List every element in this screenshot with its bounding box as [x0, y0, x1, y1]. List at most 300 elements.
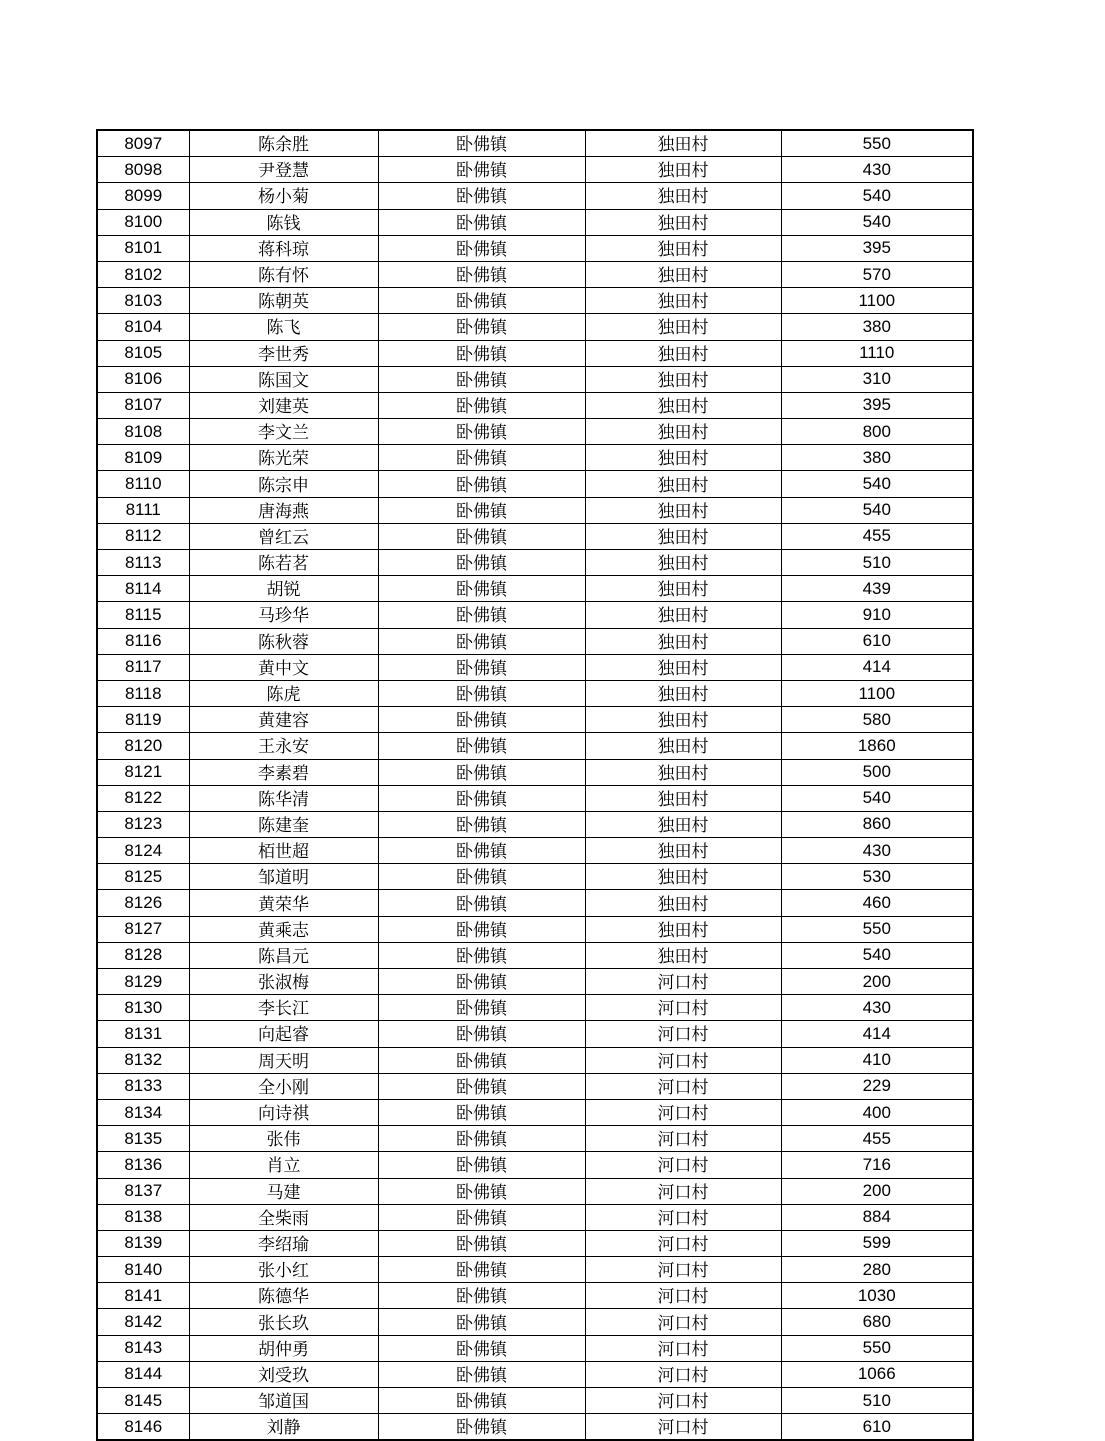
id-cell: 8119 [97, 707, 189, 733]
table-row [97, 1230, 973, 1256]
id-cell: 8145 [97, 1388, 189, 1414]
id-cell: 8142 [97, 1309, 189, 1335]
name-cell: 李长江 [189, 995, 378, 1021]
name-cell: 黄乘志 [189, 916, 378, 942]
id-cell: 8107 [97, 392, 189, 418]
amount-cell: 610 [781, 628, 973, 654]
amount-cell: 430 [781, 157, 973, 183]
village-cell: 独田村 [585, 392, 781, 418]
name-cell: 全柴雨 [189, 1204, 378, 1230]
village-cell: 河口村 [585, 1414, 781, 1441]
table-row [97, 995, 973, 1021]
name-cell: 马珍华 [189, 602, 378, 628]
town-cell: 卧佛镇 [378, 1204, 585, 1230]
village-cell: 独田村 [585, 628, 781, 654]
town-cell: 卧佛镇 [378, 157, 585, 183]
name-cell: 张长玖 [189, 1309, 378, 1335]
id-cell: 8115 [97, 602, 189, 628]
id-cell: 8114 [97, 576, 189, 602]
village-cell: 独田村 [585, 445, 781, 471]
table-row [97, 628, 973, 654]
name-cell: 陈昌元 [189, 942, 378, 968]
table-row [97, 1414, 973, 1441]
name-cell: 陈宗申 [189, 471, 378, 497]
amount-cell: 200 [781, 969, 973, 995]
amount-cell: 540 [781, 471, 973, 497]
town-cell: 卧佛镇 [378, 550, 585, 576]
table-row [97, 1335, 973, 1361]
name-cell: 陈若茗 [189, 550, 378, 576]
amount-cell: 455 [781, 523, 973, 549]
town-cell: 卧佛镇 [378, 314, 585, 340]
village-cell: 独田村 [585, 471, 781, 497]
id-cell: 8111 [97, 497, 189, 523]
town-cell: 卧佛镇 [378, 130, 585, 157]
name-cell: 李素碧 [189, 759, 378, 785]
id-cell: 8121 [97, 759, 189, 785]
town-cell: 卧佛镇 [378, 680, 585, 706]
id-cell: 8098 [97, 157, 189, 183]
table-row [97, 392, 973, 418]
village-cell: 独田村 [585, 523, 781, 549]
table-row [97, 183, 973, 209]
village-cell: 独田村 [585, 366, 781, 392]
town-cell: 卧佛镇 [378, 654, 585, 680]
id-cell: 8144 [97, 1361, 189, 1387]
name-cell: 曾红云 [189, 523, 378, 549]
id-cell: 8100 [97, 209, 189, 235]
name-cell: 陈虎 [189, 680, 378, 706]
id-cell: 8102 [97, 261, 189, 287]
amount-cell: 1860 [781, 733, 973, 759]
table-row [97, 759, 973, 785]
amount-cell: 540 [781, 942, 973, 968]
name-cell: 邹道明 [189, 864, 378, 890]
village-cell: 独田村 [585, 314, 781, 340]
id-cell: 8120 [97, 733, 189, 759]
amount-cell: 550 [781, 1335, 973, 1361]
name-cell: 张淑梅 [189, 969, 378, 995]
table-row [97, 157, 973, 183]
id-cell: 8141 [97, 1283, 189, 1309]
town-cell: 卧佛镇 [378, 1230, 585, 1256]
name-cell: 刘受玖 [189, 1361, 378, 1387]
name-cell: 陈余胜 [189, 130, 378, 157]
table-row [97, 733, 973, 759]
id-cell: 8143 [97, 1335, 189, 1361]
town-cell: 卧佛镇 [378, 1073, 585, 1099]
name-cell: 杨小菊 [189, 183, 378, 209]
amount-cell: 380 [781, 445, 973, 471]
town-cell: 卧佛镇 [378, 733, 585, 759]
town-cell: 卧佛镇 [378, 576, 585, 602]
village-cell: 独田村 [585, 733, 781, 759]
village-cell: 河口村 [585, 1204, 781, 1230]
table-row [97, 471, 973, 497]
village-cell: 独田村 [585, 183, 781, 209]
name-cell: 陈光荣 [189, 445, 378, 471]
amount-cell: 430 [781, 995, 973, 1021]
name-cell: 黄荣华 [189, 890, 378, 916]
village-cell: 独田村 [585, 890, 781, 916]
amount-cell: 540 [781, 497, 973, 523]
id-cell: 8117 [97, 654, 189, 680]
town-cell: 卧佛镇 [378, 523, 585, 549]
name-cell: 胡锐 [189, 576, 378, 602]
table-row [97, 497, 973, 523]
town-cell: 卧佛镇 [378, 366, 585, 392]
amount-cell: 1066 [781, 1361, 973, 1387]
town-cell: 卧佛镇 [378, 785, 585, 811]
town-cell: 卧佛镇 [378, 1126, 585, 1152]
village-cell: 独田村 [585, 497, 781, 523]
town-cell: 卧佛镇 [378, 445, 585, 471]
village-cell: 河口村 [585, 1021, 781, 1047]
name-cell: 刘静 [189, 1414, 378, 1441]
table-row [97, 654, 973, 680]
town-cell: 卧佛镇 [378, 1152, 585, 1178]
table-row [97, 1257, 973, 1283]
town-cell: 卧佛镇 [378, 602, 585, 628]
name-cell: 陈有怀 [189, 261, 378, 287]
table-row [97, 1073, 973, 1099]
id-cell: 8126 [97, 890, 189, 916]
table-row [97, 680, 973, 706]
village-cell: 河口村 [585, 1309, 781, 1335]
name-cell: 黄中文 [189, 654, 378, 680]
name-cell: 李绍瑜 [189, 1230, 378, 1256]
village-cell: 独田村 [585, 785, 781, 811]
amount-cell: 540 [781, 183, 973, 209]
id-cell: 8129 [97, 969, 189, 995]
table-row [97, 602, 973, 628]
name-cell: 陈德华 [189, 1283, 378, 1309]
table-row [97, 340, 973, 366]
town-cell: 卧佛镇 [378, 969, 585, 995]
name-cell: 张小红 [189, 1257, 378, 1283]
table-row [97, 209, 973, 235]
table-row [97, 445, 973, 471]
village-cell: 独田村 [585, 130, 781, 157]
amount-cell: 229 [781, 1073, 973, 1099]
name-cell: 蒋科琼 [189, 235, 378, 261]
amount-cell: 860 [781, 811, 973, 837]
village-cell: 河口村 [585, 1126, 781, 1152]
town-cell: 卧佛镇 [378, 864, 585, 890]
town-cell: 卧佛镇 [378, 1178, 585, 1204]
village-cell: 独田村 [585, 288, 781, 314]
town-cell: 卧佛镇 [378, 183, 585, 209]
name-cell: 肖立 [189, 1152, 378, 1178]
table-row [97, 811, 973, 837]
village-cell: 河口村 [585, 1283, 781, 1309]
amount-cell: 540 [781, 785, 973, 811]
amount-cell: 1100 [781, 288, 973, 314]
table-row [97, 916, 973, 942]
table-row [97, 707, 973, 733]
town-cell: 卧佛镇 [378, 1257, 585, 1283]
amount-cell: 380 [781, 314, 973, 340]
name-cell: 陈钱 [189, 209, 378, 235]
town-cell: 卧佛镇 [378, 942, 585, 968]
village-cell: 河口村 [585, 1335, 781, 1361]
town-cell: 卧佛镇 [378, 235, 585, 261]
table-row [97, 314, 973, 340]
town-cell: 卧佛镇 [378, 261, 585, 287]
id-cell: 8101 [97, 235, 189, 261]
town-cell: 卧佛镇 [378, 1099, 585, 1125]
town-cell: 卧佛镇 [378, 1283, 585, 1309]
town-cell: 卧佛镇 [378, 1335, 585, 1361]
amount-cell: 550 [781, 916, 973, 942]
village-cell: 独田村 [585, 680, 781, 706]
amount-cell: 400 [781, 1099, 973, 1125]
town-cell: 卧佛镇 [378, 759, 585, 785]
amount-cell: 540 [781, 209, 973, 235]
name-cell: 刘建英 [189, 392, 378, 418]
name-cell: 栢世超 [189, 838, 378, 864]
table-row [97, 864, 973, 890]
table-row [97, 1388, 973, 1414]
amount-cell: 430 [781, 838, 973, 864]
name-cell: 黄建容 [189, 707, 378, 733]
name-cell: 唐海燕 [189, 497, 378, 523]
table-row [97, 288, 973, 314]
name-cell: 王永安 [189, 733, 378, 759]
table-row [97, 1021, 973, 1047]
name-cell: 陈华清 [189, 785, 378, 811]
name-cell: 尹登慧 [189, 157, 378, 183]
town-cell: 卧佛镇 [378, 209, 585, 235]
id-cell: 8123 [97, 811, 189, 837]
town-cell: 卧佛镇 [378, 1021, 585, 1047]
id-cell: 8134 [97, 1099, 189, 1125]
name-cell: 陈秋蓉 [189, 628, 378, 654]
name-cell: 向起睿 [189, 1021, 378, 1047]
id-cell: 8131 [97, 1021, 189, 1047]
town-cell: 卧佛镇 [378, 1361, 585, 1387]
village-cell: 独田村 [585, 707, 781, 733]
town-cell: 卧佛镇 [378, 811, 585, 837]
village-cell: 独田村 [585, 602, 781, 628]
town-cell: 卧佛镇 [378, 288, 585, 314]
amount-cell: 550 [781, 130, 973, 157]
town-cell: 卧佛镇 [378, 1388, 585, 1414]
id-cell: 8140 [97, 1257, 189, 1283]
village-cell: 独田村 [585, 550, 781, 576]
id-cell: 8136 [97, 1152, 189, 1178]
table-row [97, 366, 973, 392]
amount-cell: 1030 [781, 1283, 973, 1309]
amount-cell: 310 [781, 366, 973, 392]
village-cell: 独田村 [585, 864, 781, 890]
name-cell: 李世秀 [189, 340, 378, 366]
amount-cell: 395 [781, 235, 973, 261]
name-cell: 张伟 [189, 1126, 378, 1152]
table-row [97, 1178, 973, 1204]
table-row [97, 1204, 973, 1230]
village-cell: 独田村 [585, 235, 781, 261]
table-body [97, 130, 973, 1440]
village-cell: 河口村 [585, 1178, 781, 1204]
id-cell: 8110 [97, 471, 189, 497]
amount-cell: 414 [781, 1021, 973, 1047]
town-cell: 卧佛镇 [378, 1309, 585, 1335]
village-cell: 河口村 [585, 1152, 781, 1178]
village-cell: 河口村 [585, 1361, 781, 1387]
town-cell: 卧佛镇 [378, 1047, 585, 1073]
village-cell: 独田村 [585, 759, 781, 785]
id-cell: 8116 [97, 628, 189, 654]
name-cell: 陈建奎 [189, 811, 378, 837]
village-cell: 独田村 [585, 838, 781, 864]
name-cell: 陈朝英 [189, 288, 378, 314]
id-cell: 8130 [97, 995, 189, 1021]
amount-cell: 510 [781, 550, 973, 576]
amount-cell: 570 [781, 261, 973, 287]
id-cell: 8146 [97, 1414, 189, 1441]
town-cell: 卧佛镇 [378, 471, 585, 497]
amount-cell: 884 [781, 1204, 973, 1230]
table-row [97, 1099, 973, 1125]
town-cell: 卧佛镇 [378, 340, 585, 366]
id-cell: 8113 [97, 550, 189, 576]
amount-cell: 580 [781, 707, 973, 733]
village-cell: 独田村 [585, 157, 781, 183]
amount-cell: 610 [781, 1414, 973, 1441]
name-cell: 全小刚 [189, 1073, 378, 1099]
amount-cell: 395 [781, 392, 973, 418]
table-row [97, 261, 973, 287]
table-row [97, 1361, 973, 1387]
village-cell: 河口村 [585, 1257, 781, 1283]
village-cell: 独田村 [585, 916, 781, 942]
id-cell: 8099 [97, 183, 189, 209]
id-cell: 8128 [97, 942, 189, 968]
amount-cell: 280 [781, 1257, 973, 1283]
amount-cell: 439 [781, 576, 973, 602]
town-cell: 卧佛镇 [378, 838, 585, 864]
table-row [97, 130, 973, 157]
village-cell: 河口村 [585, 1099, 781, 1125]
village-cell: 独田村 [585, 942, 781, 968]
amount-cell: 410 [781, 1047, 973, 1073]
town-cell: 卧佛镇 [378, 419, 585, 445]
id-cell: 8135 [97, 1126, 189, 1152]
id-cell: 8124 [97, 838, 189, 864]
table-row [97, 838, 973, 864]
village-cell: 河口村 [585, 1073, 781, 1099]
amount-cell: 414 [781, 654, 973, 680]
id-cell: 8106 [97, 366, 189, 392]
amount-cell: 510 [781, 1388, 973, 1414]
data-table [96, 129, 974, 1441]
name-cell: 李文兰 [189, 419, 378, 445]
name-cell: 马建 [189, 1178, 378, 1204]
table-row [97, 1309, 973, 1335]
amount-cell: 500 [781, 759, 973, 785]
id-cell: 8112 [97, 523, 189, 549]
amount-cell: 800 [781, 419, 973, 445]
table-row [97, 890, 973, 916]
amount-cell: 455 [781, 1126, 973, 1152]
village-cell: 独田村 [585, 576, 781, 602]
town-cell: 卧佛镇 [378, 995, 585, 1021]
id-cell: 8118 [97, 680, 189, 706]
village-cell: 独田村 [585, 261, 781, 287]
table-row [97, 785, 973, 811]
town-cell: 卧佛镇 [378, 497, 585, 523]
town-cell: 卧佛镇 [378, 890, 585, 916]
table-row [97, 942, 973, 968]
village-cell: 河口村 [585, 1388, 781, 1414]
name-cell: 邹道国 [189, 1388, 378, 1414]
table-row [97, 1152, 973, 1178]
id-cell: 8103 [97, 288, 189, 314]
name-cell: 胡仲勇 [189, 1335, 378, 1361]
village-cell: 独田村 [585, 654, 781, 680]
name-cell: 陈飞 [189, 314, 378, 340]
table-row [97, 419, 973, 445]
village-cell: 河口村 [585, 1047, 781, 1073]
id-cell: 8105 [97, 340, 189, 366]
town-cell: 卧佛镇 [378, 628, 585, 654]
amount-cell: 680 [781, 1309, 973, 1335]
amount-cell: 1110 [781, 340, 973, 366]
name-cell: 向诗祺 [189, 1099, 378, 1125]
town-cell: 卧佛镇 [378, 392, 585, 418]
town-cell: 卧佛镇 [378, 1414, 585, 1441]
id-cell: 8127 [97, 916, 189, 942]
name-cell: 周天明 [189, 1047, 378, 1073]
table-row [97, 235, 973, 261]
village-cell: 河口村 [585, 1230, 781, 1256]
table-row [97, 1126, 973, 1152]
village-cell: 独田村 [585, 419, 781, 445]
town-cell: 卧佛镇 [378, 707, 585, 733]
table-row [97, 1047, 973, 1073]
id-cell: 8122 [97, 785, 189, 811]
id-cell: 8133 [97, 1073, 189, 1099]
town-cell: 卧佛镇 [378, 916, 585, 942]
id-cell: 8139 [97, 1230, 189, 1256]
table-row [97, 523, 973, 549]
table-row [97, 550, 973, 576]
amount-cell: 460 [781, 890, 973, 916]
village-cell: 独田村 [585, 209, 781, 235]
amount-cell: 599 [781, 1230, 973, 1256]
id-cell: 8137 [97, 1178, 189, 1204]
id-cell: 8104 [97, 314, 189, 340]
amount-cell: 530 [781, 864, 973, 890]
id-cell: 8125 [97, 864, 189, 890]
village-cell: 独田村 [585, 340, 781, 366]
amount-cell: 1100 [781, 680, 973, 706]
id-cell: 8097 [97, 130, 189, 157]
id-cell: 8109 [97, 445, 189, 471]
amount-cell: 200 [781, 1178, 973, 1204]
id-cell: 8132 [97, 1047, 189, 1073]
amount-cell: 910 [781, 602, 973, 628]
table-row [97, 969, 973, 995]
village-cell: 独田村 [585, 811, 781, 837]
table-row [97, 1283, 973, 1309]
table-row [97, 576, 973, 602]
id-cell: 8108 [97, 419, 189, 445]
id-cell: 8138 [97, 1204, 189, 1230]
village-cell: 河口村 [585, 969, 781, 995]
village-cell: 河口村 [585, 995, 781, 1021]
